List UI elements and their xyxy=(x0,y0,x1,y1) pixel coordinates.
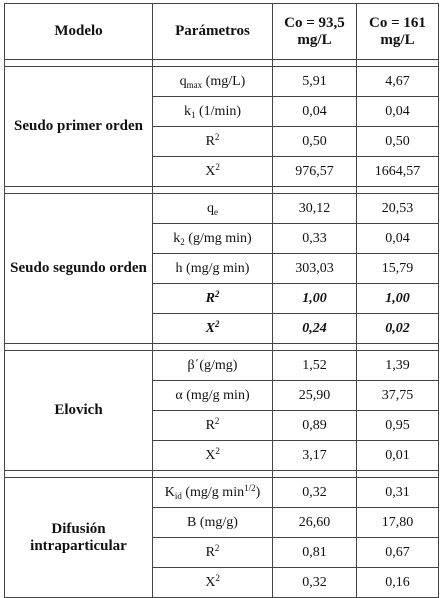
spacer-cell xyxy=(153,187,273,194)
value-c2-cell: 15,79 xyxy=(357,254,439,284)
parameter-subscript: id xyxy=(174,490,182,501)
spacer-cell xyxy=(5,471,153,478)
header-c1 xyxy=(273,4,357,60)
spacer-cell xyxy=(153,471,273,478)
parameter-superscript: 2 xyxy=(215,572,220,583)
value-c1-cell: 30,12 xyxy=(273,194,357,224)
value-c1-cell: 1,00 xyxy=(273,284,357,314)
parameter-symbol: K xyxy=(164,484,175,500)
parameter-cell xyxy=(153,381,273,411)
value-c1-cell: 0,32 xyxy=(273,568,357,598)
value-c2-cell: 1,39 xyxy=(357,351,439,381)
value-c2-cell: 4,67 xyxy=(357,67,439,97)
group-spacer xyxy=(5,344,439,351)
parameter-symbol: R xyxy=(205,417,215,433)
table-row xyxy=(5,478,439,508)
value-c2-cell: 1,00 xyxy=(357,284,439,314)
spacer-cell xyxy=(273,344,357,351)
value-c1-cell: 5,91 xyxy=(273,67,357,97)
header-model: Modelo xyxy=(5,4,153,60)
model-cell: Difusión intraparticular xyxy=(5,478,153,598)
group-spacer xyxy=(5,187,439,194)
parameter-cell xyxy=(153,411,273,441)
parameter-subscript: max xyxy=(186,79,203,90)
value-c1-cell: 0,24 xyxy=(273,314,357,344)
parameter-unit-end: ) xyxy=(255,484,261,500)
table-body xyxy=(5,60,439,598)
parameter-unit: (mg/g min xyxy=(181,484,245,500)
value-c2-cell: 0,01 xyxy=(357,441,439,471)
parameter-unit: (1/min) xyxy=(195,103,241,119)
value-c1-cell: 26,60 xyxy=(273,508,357,538)
model-cell: Elovich xyxy=(5,351,153,471)
parameter-superscript: 2 xyxy=(215,161,220,172)
parameter-cell xyxy=(153,478,273,508)
value-c2-cell: 1664,57 xyxy=(357,157,439,187)
value-c2-cell: 0,04 xyxy=(357,97,439,127)
value-c1-cell: 976,57 xyxy=(273,157,357,187)
parameter-symbol: h (mg/g min) xyxy=(175,260,250,276)
spacer-cell xyxy=(5,60,153,67)
model-cell: Seudo segundo orden xyxy=(5,194,153,344)
parameter-subscript: e xyxy=(214,206,218,217)
parameter-superscript: 2 xyxy=(215,445,220,456)
value-c1-cell: 3,17 xyxy=(273,441,357,471)
parameter-cell xyxy=(153,441,273,471)
spacer-cell xyxy=(153,344,273,351)
model-cell: Seudo primer orden xyxy=(5,67,153,187)
parameter-cell xyxy=(153,568,273,598)
parameter-symbol: X xyxy=(205,320,215,336)
parameter-symbol: X xyxy=(205,574,216,590)
parameter-symbol: X xyxy=(205,163,216,179)
parameter-symbol: q xyxy=(207,200,214,216)
parameter-superscript: 2 xyxy=(214,318,220,329)
value-c2-cell: 37,75 xyxy=(357,381,439,411)
value-c2-cell: 20,53 xyxy=(357,194,439,224)
spacer-cell xyxy=(273,471,357,478)
value-c2-cell: 0,31 xyxy=(357,478,439,508)
parameter-symbol: B (mg/g) xyxy=(187,514,238,530)
spacer-cell xyxy=(273,60,357,67)
value-c1-cell: 0,04 xyxy=(273,97,357,127)
header-c1-main: Co = 93,5 xyxy=(284,15,345,31)
parameter-symbol: α (mg/g min) xyxy=(175,387,250,403)
spacer-cell xyxy=(357,60,439,67)
spacer-cell xyxy=(357,187,439,194)
value-c1-cell: 25,90 xyxy=(273,381,357,411)
group-spacer xyxy=(5,471,439,478)
parameter-superscript: 2 xyxy=(214,288,220,299)
parameter-cell xyxy=(153,254,273,284)
value-c1-cell: 0,33 xyxy=(273,224,357,254)
spacer-cell xyxy=(153,60,273,67)
value-c1-cell: 0,32 xyxy=(273,478,357,508)
parameter-unit: (mg/L) xyxy=(202,73,246,89)
parameter-cell xyxy=(153,508,273,538)
parameter-symbol: q xyxy=(179,73,187,89)
spacer-cell xyxy=(5,344,153,351)
parameter-superscript: 2 xyxy=(214,131,220,142)
value-c2-cell: 0,50 xyxy=(357,127,439,157)
parameter-superscript: 2 xyxy=(214,415,220,426)
value-c2-cell: 0,04 xyxy=(357,224,439,254)
spacer-cell xyxy=(5,187,153,194)
value-c1-cell: 0,50 xyxy=(273,127,357,157)
parameter-cell xyxy=(153,157,273,187)
group-spacer xyxy=(5,60,439,67)
parameter-subscript: 2 xyxy=(180,236,185,247)
value-c2-cell: 17,80 xyxy=(357,508,439,538)
parameter-subscript: 1 xyxy=(191,109,196,120)
table-row xyxy=(5,194,439,224)
header-c1-unit: mg/L xyxy=(297,31,332,48)
value-c1-cell: 303,03 xyxy=(273,254,357,284)
header-c2-unit: mg/L xyxy=(380,31,415,48)
value-c2-cell: 0,95 xyxy=(357,411,439,441)
parameter-symbol: k xyxy=(173,230,181,246)
value-c1-cell: 1,52 xyxy=(273,351,357,381)
kinetic-models-table xyxy=(4,3,439,598)
value-c2-cell: 0,67 xyxy=(357,538,439,568)
parameter-unit: (g/mg min) xyxy=(184,230,252,246)
parameter-cell xyxy=(153,127,273,157)
parameter-symbol: X xyxy=(205,447,216,463)
parameter-cell xyxy=(153,224,273,254)
table-row xyxy=(5,67,439,97)
parameter-cell xyxy=(153,314,273,344)
parameter-cell xyxy=(153,284,273,314)
value-c2-cell: 0,16 xyxy=(357,568,439,598)
parameter-symbol: R xyxy=(205,290,215,306)
parameter-superscript: 2 xyxy=(214,542,220,553)
spacer-cell xyxy=(357,344,439,351)
value-c1-cell: 0,81 xyxy=(273,538,357,568)
parameter-symbol: R xyxy=(205,544,215,560)
header-c2 xyxy=(357,4,439,60)
header-c2-main: Co = 161 xyxy=(369,15,426,31)
parameter-cell xyxy=(153,97,273,127)
value-c1-cell: 0,89 xyxy=(273,411,357,441)
value-c2-cell: 0,02 xyxy=(357,314,439,344)
parameter-cell xyxy=(153,67,273,97)
parameter-cell xyxy=(153,194,273,224)
parameter-cell xyxy=(153,351,273,381)
parameter-unit-superscript: 1/2 xyxy=(244,482,256,493)
parameter-symbol: k xyxy=(184,103,191,119)
table-row xyxy=(5,351,439,381)
spacer-cell xyxy=(357,471,439,478)
spacer-cell xyxy=(273,187,357,194)
header-parameters: Parámetros xyxy=(153,4,273,60)
parameter-symbol: β΄(g/mg) xyxy=(187,357,238,373)
parameter-cell xyxy=(153,538,273,568)
table-header xyxy=(5,4,439,60)
parameter-symbol: R xyxy=(205,133,215,149)
